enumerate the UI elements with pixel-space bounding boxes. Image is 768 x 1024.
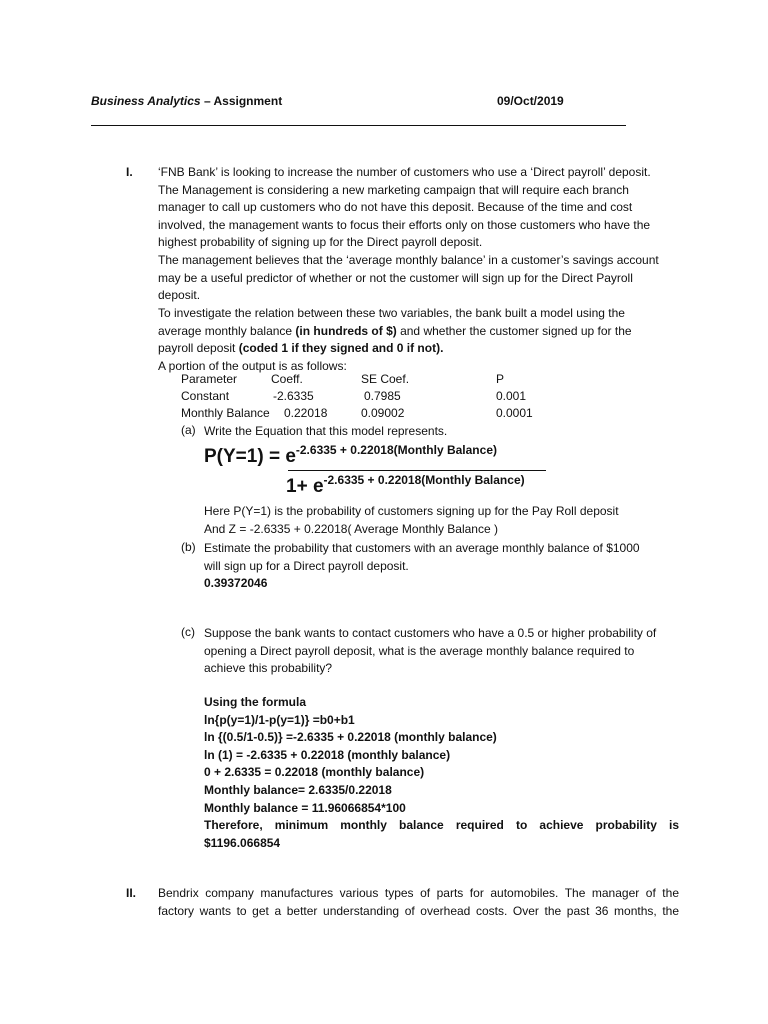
part-b-question xyxy=(204,540,679,593)
formula-exponent: -2.6335 + 0.22018(Monthly Balance) xyxy=(295,443,497,457)
text-run-bold: (coded 1 if they signed and 0 if not). xyxy=(238,341,444,356)
text-line: The management believes that the ‘average monthly balance’ in a customer’s savings account xyxy=(158,253,659,267)
fraction-bar xyxy=(288,470,546,471)
question-1-paragraph-1 xyxy=(158,164,679,252)
text-run: average monthly balance xyxy=(158,323,296,338)
header-rule xyxy=(91,125,626,126)
text-line: And Z = -2.6335 + 0.22018( Average Monthly Balance ) xyxy=(204,521,498,536)
table-cell: 0.0001 xyxy=(496,406,533,420)
table-cell: Monthly Balance xyxy=(181,406,270,420)
solution-step: Monthly balance = 11.96066854*100 xyxy=(204,800,406,815)
text-line: manager to call up customers who do not have this deposit. Because of the time and cost xyxy=(158,200,633,215)
header-assignment: – Assignment xyxy=(200,94,283,108)
part-a-question: Write the Equation that this model represents. xyxy=(204,424,448,438)
text-line: may be a useful predictor of whether or not the customer will sign up for the Direct Payroll xyxy=(158,270,633,285)
text-line: To investigate the relation between these two variables, the bank built a model using the xyxy=(158,306,625,320)
table-cell: 0.09002 xyxy=(361,406,405,420)
formula-lhs-text: P(Y=1) = e xyxy=(204,446,296,467)
question-2-paragraph xyxy=(158,885,679,920)
solution-step: ln {(0.5/1-0.5)} =-2.6335 + 0.22018 (monthly balance) xyxy=(204,730,497,745)
table-header-parameter: Parameter xyxy=(181,372,238,386)
table-cell: Constant xyxy=(181,389,230,403)
text-run: and whether the customer signed up for the xyxy=(396,323,632,338)
part-a-label: (a) xyxy=(181,423,196,437)
text-line: achieve this probability? xyxy=(204,661,333,676)
table-cell: 0.001 xyxy=(496,389,527,403)
solution-step: ln (1) = -2.6335 + 0.22018 (monthly balance) xyxy=(204,747,451,762)
solution-step: ln{p(y=1)/1-p(y=1)} =b0+b1 xyxy=(204,712,355,727)
question-1-paragraph-2 xyxy=(158,252,679,305)
part-c-label: (c) xyxy=(181,625,195,639)
text-line: involved, the management wants to focus their efforts only on those customers who have the xyxy=(158,217,651,232)
table-header-p: P xyxy=(496,372,505,386)
solution-answer: $1196.066854 xyxy=(204,835,281,850)
text-line: Estimate the probability that customers with an average monthly balance of $1000 xyxy=(204,541,640,555)
text-line: A portion of the output is as follows: xyxy=(158,358,347,373)
header-date: 09/Oct/2019 xyxy=(497,94,564,108)
text-run: payroll deposit xyxy=(158,341,239,356)
solution-step: Monthly balance= 2.6335/0.22018 xyxy=(204,782,392,797)
header-subject: Business Analytics xyxy=(91,94,201,108)
text-line: deposit. xyxy=(158,288,201,303)
text-line: will sign up for a Direct payroll deposit. xyxy=(204,558,409,573)
text-line: Suppose the bank wants to contact customers who have a 0.5 or higher probability of xyxy=(204,626,657,640)
part-a-notes xyxy=(204,503,679,538)
header-title xyxy=(91,94,282,108)
question-2-number: II. xyxy=(126,886,137,900)
text-line: ‘FNB Bank’ is looking to increase the number of customers who use a ‘Direct payroll’ deposit. xyxy=(158,165,651,179)
formula-denominator xyxy=(286,473,525,498)
solution-conclusion: Therefore, minimum monthly balance required to achieve probability is xyxy=(204,818,679,833)
part-c-solution xyxy=(204,694,679,852)
text-line: opening a Direct payroll deposit, what is the average monthly balance required to xyxy=(204,643,635,658)
part-b-label: (b) xyxy=(181,540,196,554)
logistic-formula xyxy=(204,440,564,500)
text-run-bold: (in hundreds of $) xyxy=(295,323,397,338)
text-line: Bendrix company manufactures various types of parts for automobiles. The manager of the xyxy=(158,886,679,900)
table-header-coeff: Coeff. xyxy=(271,372,303,386)
solution-step: Using the formula xyxy=(204,695,307,709)
text-line: highest probability of signing up for the Direct payroll deposit. xyxy=(158,235,483,250)
question-1-paragraph-3 xyxy=(158,305,679,375)
question-1-number: I. xyxy=(126,165,133,179)
text-line: The Management is considering a new marketing campaign that will require each branch xyxy=(158,182,629,197)
text-line: Here P(Y=1) is the probability of customers signing up for the Pay Roll deposit xyxy=(204,504,619,518)
part-b-answer: 0.39372046 xyxy=(204,576,268,591)
formula-numerator xyxy=(204,443,497,468)
part-c-question xyxy=(204,625,679,678)
text-line xyxy=(158,323,679,341)
table-cell: -2.6335 xyxy=(273,389,314,403)
solution-step: 0 + 2.6335 = 0.22018 (monthly balance) xyxy=(204,765,425,780)
table-cell: 0.22018 xyxy=(284,406,328,420)
table-header-se-coef: SE Coef. xyxy=(361,372,410,386)
text-line xyxy=(158,340,679,358)
formula-den-text: 1+ e xyxy=(286,476,324,497)
table-cell: 0.7985 xyxy=(364,389,401,403)
formula-den-exponent: -2.6335 + 0.22018(Monthly Balance) xyxy=(323,473,525,487)
text-line: factory wants to get a better understanding of overhead costs. Over the past 36 months, the xyxy=(158,903,679,918)
